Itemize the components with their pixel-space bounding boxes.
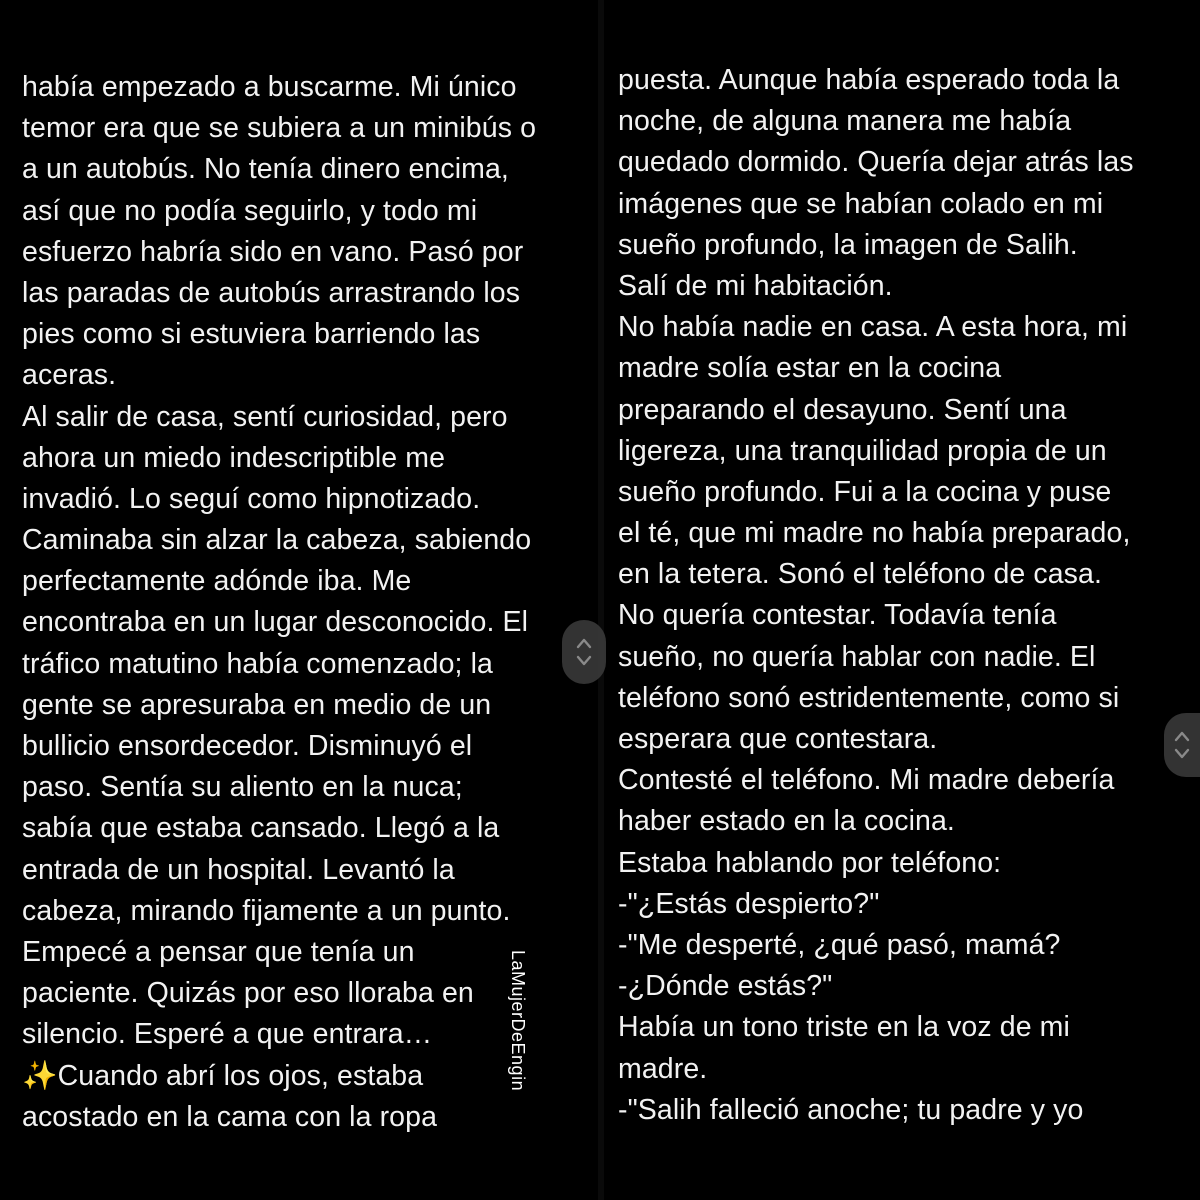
text-line: temor era que se subiera a un minibús o: [22, 112, 537, 145]
text-line: No había nadie en casa. A esta hora, mi: [618, 311, 1128, 344]
text-line: invadió. Lo seguí como hipnotizado.: [22, 482, 481, 515]
text-line: sabía que estaba cansado. Llegó a la: [22, 812, 500, 845]
text-line: esfuerzo habría sido en vano. Pasó por: [22, 235, 524, 268]
text-line: paso. Sentía su aliento en la nuca;: [22, 771, 463, 804]
text-line: aceras.: [22, 359, 117, 392]
text-line: ahora un miedo indescriptible me: [22, 441, 446, 474]
chevron-up-down-icon: [575, 635, 593, 669]
text-line: pies como si estuviera barriendo las: [22, 318, 481, 351]
text-line: Salí de mi habitación.: [618, 269, 893, 302]
text-line: a un autobús. No tenía dinero encima,: [22, 153, 509, 186]
text-line: encontraba en un lugar desconocido. El: [22, 606, 529, 639]
text-line: Contesté el teléfono. Mi madre debería: [618, 764, 1115, 797]
text-line: haber estado en la cocina.: [618, 805, 955, 838]
text-line: teléfono sonó estridentemente, como si: [618, 681, 1120, 714]
text-line: ✨Cuando abrí los ojos, estaba: [22, 1059, 424, 1092]
text-line: -¿Dónde estás?": [618, 970, 833, 1003]
watermark-text: LaMujerDeEngin: [508, 950, 528, 1092]
text-line: esperara que contestara.: [618, 723, 938, 755]
text-line: las paradas de autobús arrastrando los: [22, 276, 521, 309]
text-line: noche, de alguna manera me había: [618, 105, 1072, 138]
text-line: preparando el desayuno. Sentí una: [618, 393, 1067, 426]
text-line: -"¿Estás despierto?": [618, 887, 880, 920]
text-line: quedado dormido. Quería dejar atrás las: [618, 146, 1134, 179]
text-line: imágenes que se habían colado en mi: [618, 187, 1104, 220]
text-line: -"Salih falleció anoche; tu padre y yo: [618, 1093, 1084, 1126]
text-line: en la tetera. Sonó el teléfono de casa.: [618, 558, 1102, 591]
text-line: acostado en la cama con la ropa: [22, 1100, 438, 1133]
text-line: cabeza, mirando fijamente a un punto.: [22, 894, 511, 927]
scroll-handle-right[interactable]: [1164, 713, 1200, 777]
text-line: sueño profundo, la imagen de Salih.: [618, 228, 1078, 261]
text-line: No quería contestar. Todavía tenía: [618, 599, 1057, 632]
text-line: Estaba hablando por teléfono:: [618, 846, 1002, 879]
text-line: sueño, no quería hablar con nadie. El: [618, 640, 1096, 673]
text-line: entrada de un hospital. Levantó la: [22, 853, 455, 886]
text-line: así que no podía seguirlo, y todo mi: [22, 194, 478, 227]
text-line: madre solía estar en la cocina: [618, 352, 1002, 385]
right-text-column: [604, 0, 1200, 1200]
scroll-handle-left[interactable]: [562, 620, 606, 684]
text-line: ligereza, una tranquilidad propia de un: [618, 434, 1107, 467]
text-line: Caminaba sin alzar la cabeza, sabiendo: [22, 524, 532, 557]
text-line: perfectamente adónde iba. Me: [22, 565, 412, 598]
text-line: el té, que mi madre no había preparado,: [618, 517, 1131, 550]
text-line: bullicio ensordecedor. Disminuyó el: [22, 730, 473, 762]
text-line: puesta. Aunque había esperado toda la: [618, 64, 1120, 96]
text-line: Había un tono triste en la voz de mi: [618, 1011, 1070, 1044]
text-line: -"Me desperté, ¿qué pasó, mamá?: [618, 928, 1061, 961]
text-line: gente se apresuraba en medio de un: [22, 688, 492, 721]
text-line: había empezado a buscarme. Mi único: [22, 71, 517, 103]
text-line: sueño profundo. Fui a la cocina y puse: [618, 475, 1112, 508]
text-line: tráfico matutino había comenzado; la: [22, 647, 493, 680]
text-line: madre.: [618, 1052, 708, 1085]
left-text-lines: [22, 67, 536, 1138]
text-line: Empecé a pensar que tenía un: [22, 935, 415, 968]
text-line: silencio. Esperé a que entrara…: [22, 1018, 433, 1051]
text-line: Al salir de casa, sentí curiosidad, pero: [22, 400, 508, 433]
text-line: paciente. Quizás por eso lloraba en: [22, 977, 474, 1010]
right-text-lines: [618, 60, 1134, 1131]
chevron-up-down-icon: [1173, 728, 1191, 762]
